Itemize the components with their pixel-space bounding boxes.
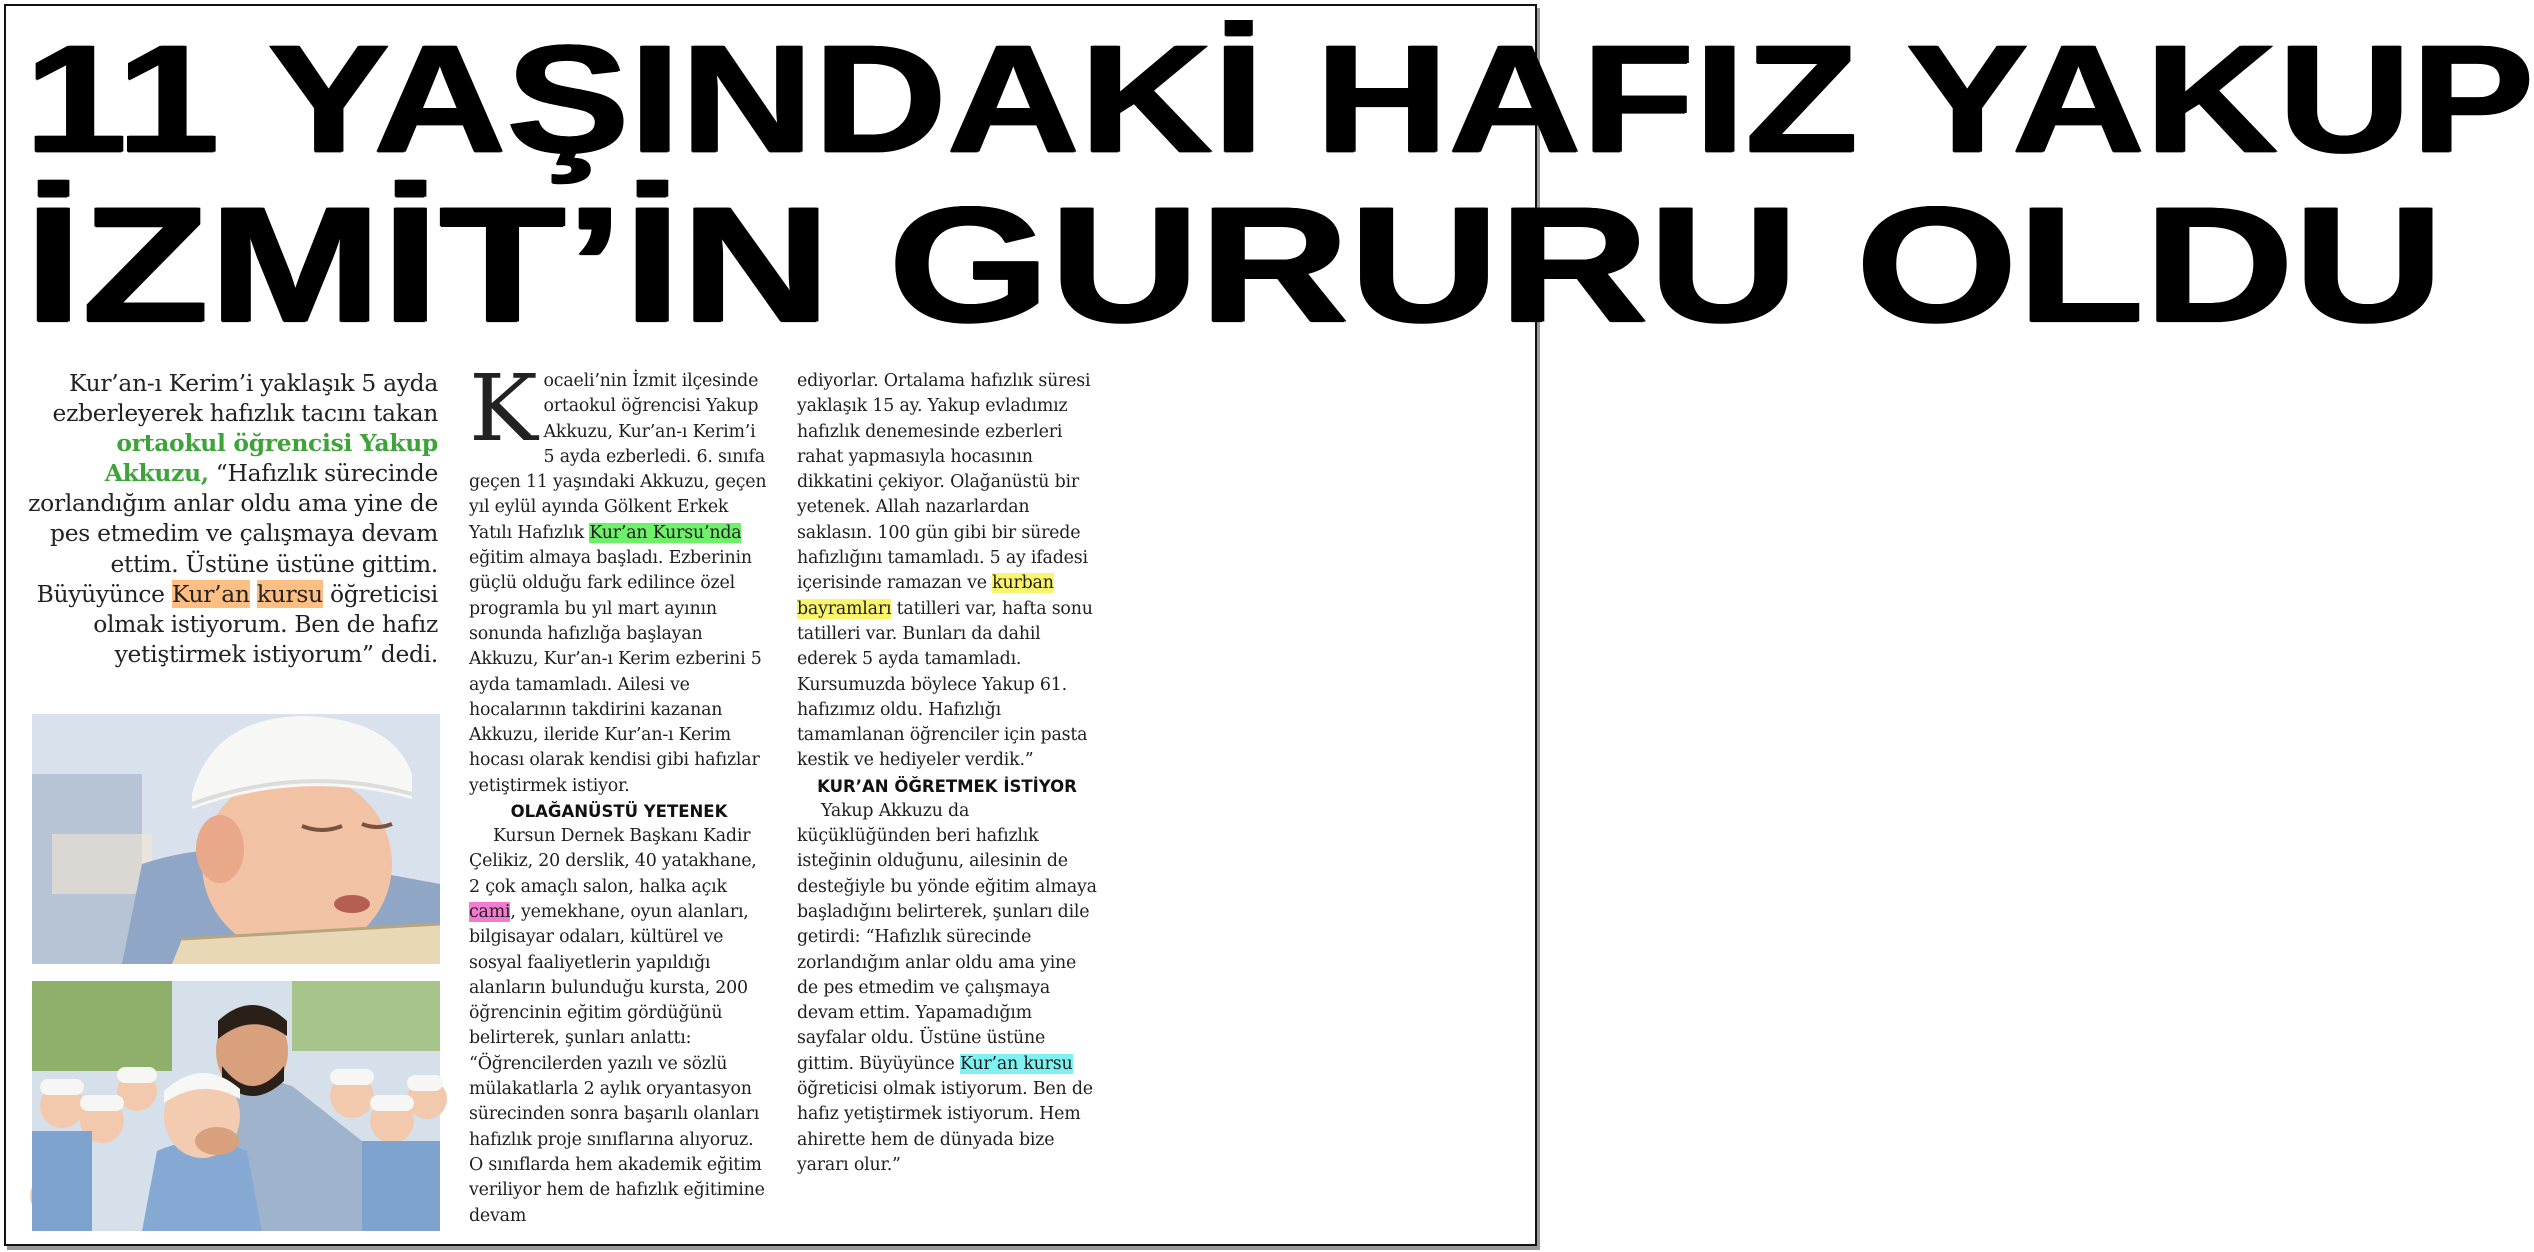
col1-paragraph-1 xyxy=(469,355,769,799)
col2-highlight-kurban-bayramlari: kurban bayramları xyxy=(797,573,1054,619)
col1-p1-text-b: eğitim almaya başladı. Ezberinin güçlü olduğu fark edilince özel programla bu yıl mart ayının sonunda hafızlığa başlayan Akkuzu, Kur’an-ı Kerim ezberini 5 ayda tamamladı. Ailesi ve hocalarının takdirini kazanan Akkuzu, ileride Kur’an-ı Kerim hocası olarak kendisi gibi hafızlar yetiştirmek istiyor. xyxy=(469,548,762,796)
col2-p2-text-a: Yakup Akkuzu da küçüklüğünden beri hafızlık isteğinin olduğunu, ailesinin de desteğiyle bu yönde eğitim almaya başladığını belirterek, şunları dile getirdi: “Hafızlık sürecinde zorlandığım anlar oldu ama yine de pes etmedim ve çalışmaya devam ettim. Yapamadığım sayfalar oldu. Üstüne üstüne gittim. Büyüyünce xyxy=(797,800,1097,1074)
lead-highlight-kuran: Kur’an xyxy=(171,579,250,608)
photo-man-hugging-boy xyxy=(32,981,440,1231)
col2-paragraph-1 xyxy=(797,369,1097,774)
col2-p1-text-a: ediyorlar. Ortalama hafızlık süresi yaklaşık 15 ay. Yakup evladımız hafızlık denemesinde ezberleri rahat yapmasıyla hocasının dikkatini çekiyor. Olağanüstü bir yetenek. Allah nazarlardan saklasın. 100 gün gibi bir sürede hafızlığını tamamladı. 5 ay ifadesi içerisinde ramazan ve xyxy=(797,371,1091,594)
newspaper-clipping xyxy=(4,4,2534,1246)
col1-paragraph-2 xyxy=(469,824,769,1229)
article-column-1 xyxy=(469,355,769,1229)
lead-paragraph xyxy=(26,368,438,669)
headline-line-1: 11 YAŞINDAKİ HAFIZ YAKUP xyxy=(24,12,2534,185)
subhead-kuran-ogretmek-istiyor: KUR’AN ÖĞRETMEK İSTİYOR xyxy=(817,776,1077,796)
lead-text-2: “Hafızlık sürecinde zorlandığım anlar oldu ama yine de pes etmedim ve çalışmaya devam ettim. Üstüne üstüne gittim. Büyüyünce xyxy=(28,459,438,608)
lead-highlight-kursu: kursu xyxy=(256,579,323,608)
photo-man-hugging-boy-image xyxy=(32,981,440,1231)
photo-boy-reading xyxy=(32,714,440,964)
col1-highlight-kuran-kursu: Kur’an Kursu’nda xyxy=(589,522,742,543)
col2-p1-text-b: tatilleri var, hafta sonu tatilleri var. Bunları da dahil ederek 5 ayda tamamladı. Kursumuzda böylece Yakup 61. hafızımız oldu. Hafızlığı tamamlanan öğrenciler için pasta kestik ve hediyeler verdik.” xyxy=(797,598,1093,771)
lead-text-3: öğreticisi olmak istiyorum. Ben de hafız yetiştirmek istiyorum” dedi. xyxy=(93,579,438,668)
subhead-olaganustu-yetenek: OLAĞANÜSTÜ YETENEK xyxy=(510,802,728,822)
col2-p2-text-b: öğreticisi olmak istiyorum. Ben de hafız yetiştirmek istiyorum. Hem ahirette hem de dünyada bize yararı olur.” xyxy=(797,1079,1093,1175)
photo-boy-reading-image xyxy=(32,714,440,964)
lead-text-1: Kur’an-ı Kerim’i yaklaşık 5 ayda ezberleyerek hafızlık tacını takan xyxy=(52,369,438,428)
col2-highlight-kuran-kursu: Kur’an kursu xyxy=(959,1053,1073,1074)
col1-p1-text-a: ocaeli’nin İzmit ilçesinde ortaokul öğrencisi Yakup Akkuzu, Kur’an-ı Kerim’i 5 ayda ezberledi. 6. sınıfa geçen 11 yaşındaki Akkuzu, geçen yıl eylül ayında Gölkent Erkek Yatılı Hafızlık xyxy=(469,371,767,543)
lead-green-text: ortaokul öğrencisi Yakup Akkuzu, xyxy=(104,429,438,488)
col2-paragraph-2 xyxy=(797,799,1097,1178)
dropcap-letter: K xyxy=(469,355,538,462)
col1-highlight-cami: cami xyxy=(469,901,511,922)
headline-line-2: İZMİT’İN GURURU OLDU xyxy=(24,171,2443,357)
col1-p2-text-b: , yemekhane, oyun alanları, bilgisayar odaları, kültürel ve sosyal faaliyetlerin yapıldığı alanların bulunduğu kursta, 200 öğrencinin eğitim gördüğünü belirterek, şunları anlattı: “Öğrencilerden yazılı ve sözlü mülakatlarla 2 aylık oryantasyon sürecinden sonra başarılı olanları hafızlık proje sınıflarına alıyoruz. O sınıflarda hem akademik eğitim veriliyor hem de hafızlık eğitimine devam xyxy=(469,901,765,1226)
article-column-2 xyxy=(797,369,1097,1178)
col1-p2-text-a: Kursun Dernek Başkanı Kadir Çelikiz, 20 derslik, 40 yatakhane, 2 çok amaçlı salon, halka açık xyxy=(469,826,757,897)
